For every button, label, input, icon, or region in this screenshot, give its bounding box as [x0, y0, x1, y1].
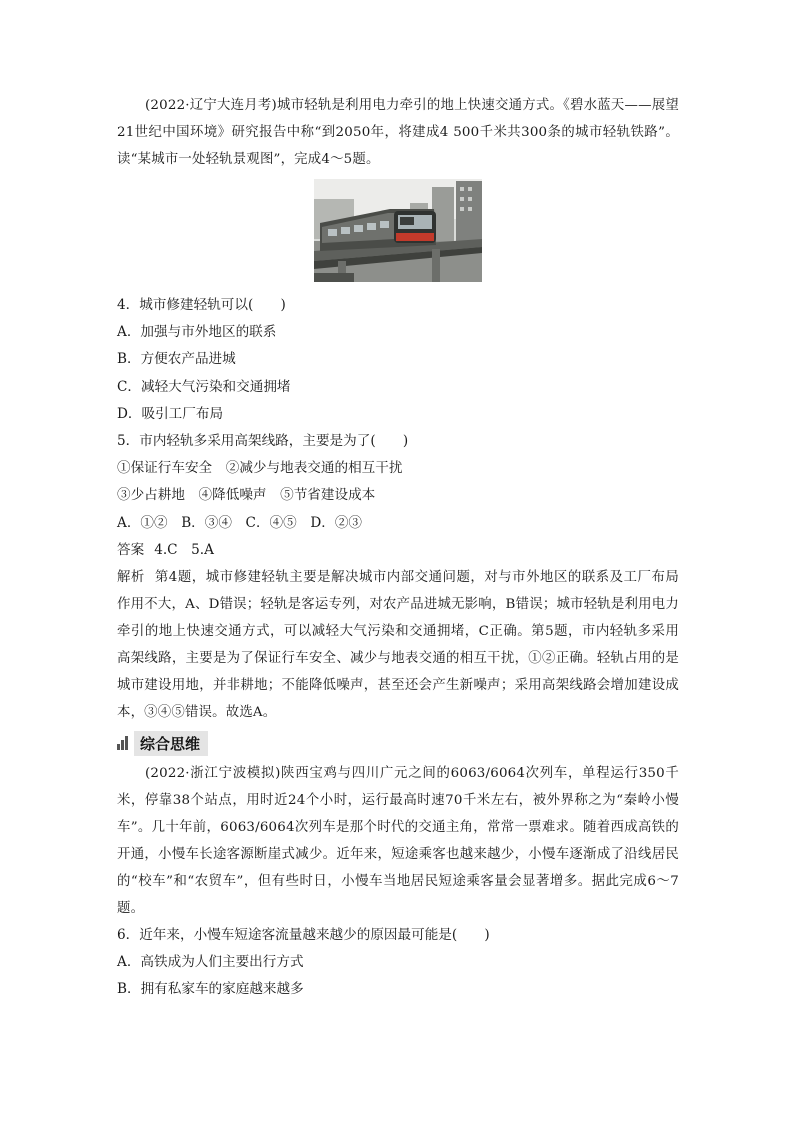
section-title: 综合思维	[134, 731, 208, 756]
q6-stem: 6．近年来，小慢车短途客流量越来越少的原因最可能是( )	[117, 927, 490, 944]
q4-option-a: A．加强与市外地区的联系	[117, 324, 277, 341]
analysis-paragraph	[117, 564, 679, 726]
light-rail-photo	[314, 179, 482, 282]
q4-option-c: C．减轻大气污染和交通拥堵	[117, 378, 291, 395]
analysis-label: 解析	[117, 570, 145, 586]
light-rail-photo-container	[117, 179, 679, 282]
q4-option-d: D．吸引工厂布局	[117, 405, 224, 422]
intro-text: 城市轻轨是利用电力牵引的地上快速交通方式。《碧水蓝天——展望21世纪中国环境》研究报告中称“到2050年，将建成4 500千米共300条的城市轻轨铁路”。读“某城市一处轻轨景观图”，完成4～5题。	[117, 98, 679, 167]
q5-items-line-2: ③少占耕地 ④降低噪声 ⑤节省建设成本	[117, 487, 376, 504]
document-page	[117, 92, 679, 1004]
answer-label: 答案	[117, 541, 145, 558]
q6-option-b: B．拥有私家车的家庭越来越多	[117, 981, 304, 998]
bar-marker-icon	[117, 736, 128, 750]
q4-stem: 4．城市修建轻轨可以( )	[117, 297, 286, 313]
intro2-paragraph	[117, 760, 679, 922]
q5-stem: 5．市内轻轨多采用高架线路，主要是为了( )	[117, 433, 409, 450]
analysis-text: 第4题，城市修建轻轨主要是解决城市内部交通问题，对与市外地区的联系及工厂布局作用不大，A、D错误；轻轨是客运专列，对农产品进城无影响，B错误；城市轻轨是利用电力牵引的地上快速交通方式，可以减轻大气污染和交通拥堵，C正确。第5题，市内轻轨多采用高架线路，主要是为了保证行车安全、减少与地表交通的相互干扰，①②正确。轻轨占用的是城市建设用地，并非耕地；不能降低噪声，甚至还会产生新噪声；采用高架线路会增加建设成本，③④⑤错误。故选A。	[117, 570, 680, 721]
section-heading	[117, 730, 679, 756]
intro2-text: 陕西宝鸡与四川广元之间的6063/6064次列车，单程运行350千米，停靠38个站点，用时近24个小时，运行最高时速70千米左右，被外界称之为“秦岭小慢车”。几十年前，6063/6064次列车是那个时代的交通主角，常常一票难求。随着西成高铁的开通，小慢车长途客源断崖式减少。近年来，短途乘客也越来越少，小慢车逐渐成了沿线居民的“校车”和“农贸车”，但有些时日，小慢车当地居民短途乘客量会显著增多。据此完成6～7题。	[117, 766, 679, 917]
intro-paragraph	[117, 92, 679, 173]
q5-items-line-1: ①保证行车安全 ②减少与地表交通的相互干扰	[117, 460, 403, 477]
answer-line	[117, 537, 679, 564]
q6-option-a: A．高铁成为人们主要出行方式	[117, 954, 304, 971]
q5-choices: A．①② B．③④ C．④⑤ D．②③	[117, 514, 363, 531]
intro-source: (2022·辽宁大连月考)	[145, 98, 277, 113]
intro2-source: (2022·浙江宁波模拟)	[145, 766, 281, 782]
q4-option-b: B．方便农产品进城	[117, 351, 236, 368]
answer-value: 4.C 5.A	[154, 541, 214, 558]
